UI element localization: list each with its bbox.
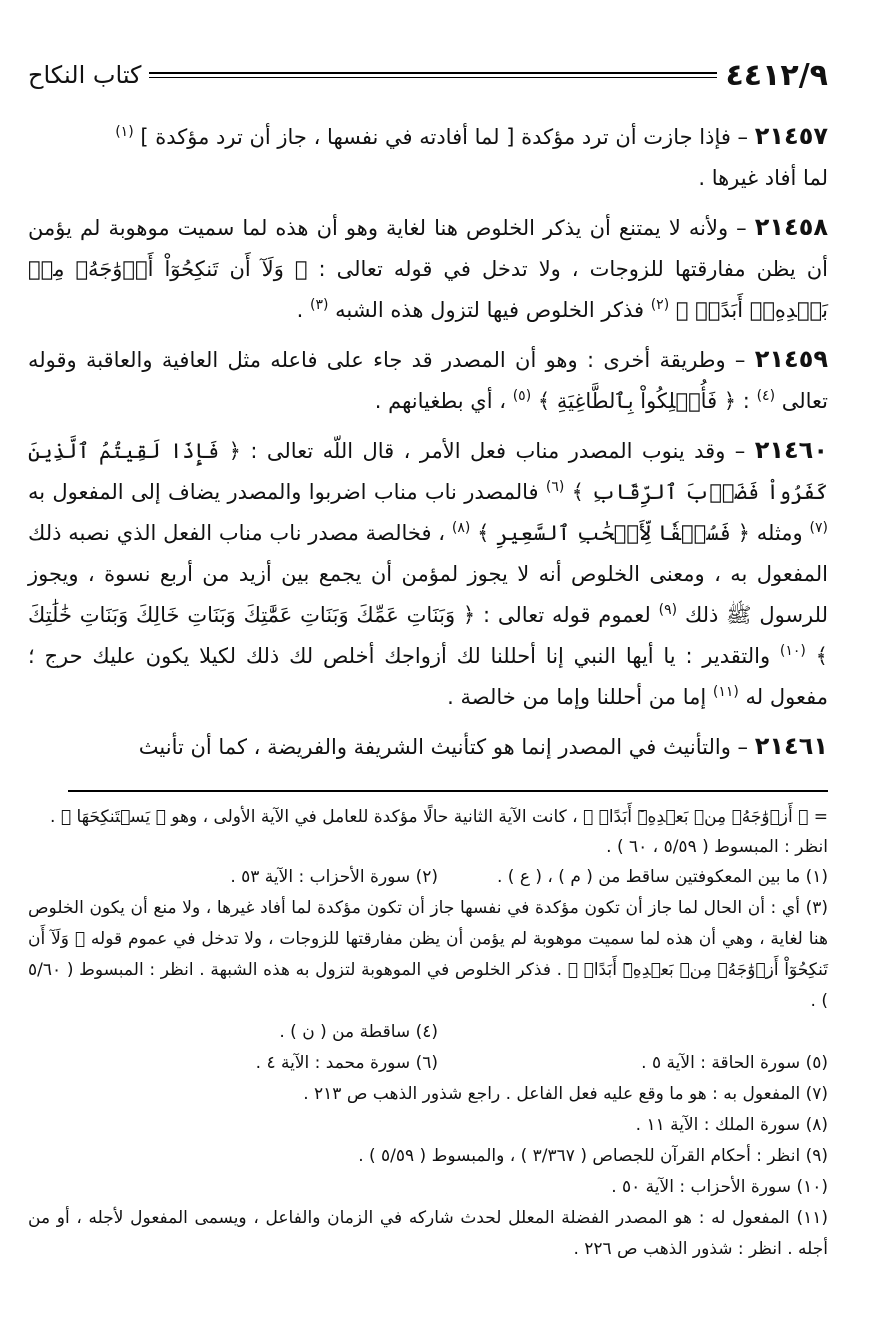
quran-verse: ﴿ وَبَنَاتِ عَمِّكَ وَبَنَاتِ عَمَّٰتِكَ وَبَنَاتِ خَالِكَ وَبَنَاتِ خَٰلَٰتِكَ ﴾ [28,603,828,668]
paragraph-21459 [28,339,828,422]
footnote-10: (١٠) سورة الأحزاب : الآية ٥٠ . [611,1177,828,1197]
footnote-3: (٣) أي : أن الحال لما جاز أن تكون مؤكدة في نفسها جاز أن تكون مؤكدة لما أفاد غيرها ، ولا منع أن يكون الخلوص هنا لغاية ، وهي أن هذه لما سميت موهوبة لم يؤمن أن يظن مفارقتها للزوجات ، ولا تدخل في عموم قوله ﴿ وَلَآ أَن تَنكِحُوٓاْ أَزۡوَٰجَهُۥ مِنۢ بَعۡدِهِۦٓ أَبَدًاۚ ﴾ . فذكر الخلوص في الموهوبة لتزول به هذه الشبهة . انظر : المبسوط ( ٥/٦٠ ) . [28,898,828,1011]
paragraph-number: ٢١٤٥٩ [754,345,828,373]
footnote-ref: (٢) [650,297,670,313]
book-page [28,50,828,1265]
footnote-spacer [438,1017,828,1048]
quran-verse: ﴿ وَلَآ أَن تَنكِحُوٓاْ أَزۡوَٰجَهُۥ مِنۢ بَعۡدِهِۦٓ أَبَدًاۚ ﴾ [28,257,828,322]
footnote-divider [68,790,828,792]
footnote-7: (٧) المفعول به : هو ما وقع عليه فعل الفاعل . راجع شذور الذهب ص ٢١٣ . [303,1084,828,1104]
footnote-ref: (٤) [756,388,776,404]
footnote-ref: (٧) [809,520,828,536]
paragraph-text: – وطريقة أخرى : وهو أن المصدر قد جاء على فاعله مثل العافية والعاقبة وقوله تعالى [28,348,828,413]
footnote-11: (١١) المفعول له : هو المصدر الفضلة المعلل لحدث شاركه في الزمان والفاعل ، ويسمى المفعول لأجله ، أو من أجله . انظر : شذور الذهب ص ٢٢٦ . [28,1208,828,1259]
footnote-ref: (١٠) [779,643,806,659]
footnote-4: (٤) ساقطة من ( ن ) . [279,1022,438,1042]
footnote-row [28,862,828,893]
paragraph-text-cont: ، فخالصة مصدر ناب مناب الفعل الذي نصبه ذلك المفعول به ، ومعنى الخلوص أنه لا يجوز لمؤمن أن يجمع بين أزيد من أربع نسوة ، ويجوز للرسول ﷺ ذلك [28,521,828,627]
quran-verse: ﴿ فَإِذَا لَقِيتُمُ ٱلَّذِينَ كَفَرُواْ فَضَرۡبَ ٱلرِّقَابِ ﴾ [28,439,828,504]
paragraph-text: – والتأنيث في المصدر إنما هو كتأنيث الشريفة والفريضة ، كما أن تأنيث [138,735,749,759]
paragraph-number: ٢١٤٥٧ [754,122,828,150]
header-rule [149,72,717,78]
book-title: كتاب النكاح [28,61,142,89]
footnote-row [28,1048,828,1079]
footnote-ref: (٨) [451,520,471,536]
paragraph-number: ٢١٤٥٨ [754,213,828,241]
paragraph-colon: : [742,389,750,413]
paragraph-number: ٢١٤٦١ [754,732,828,760]
footnote-9: (٩) انظر : أحكام القرآن للجصاص ( ٣/٣٦٧ ) ، والمبسوط ( ٥/٥٩ ) . [358,1146,828,1166]
paragraph-text: – ولأنه لا يمتنع أن يذكر الخلوص هنا لغاية وهو أن هذه لما سميت موهوبة لم يؤمن أن يظن مفارقتها للزوجات ، ولا تدخل في قوله تعالى : [28,216,828,281]
footnote-continuation: = ﴿ أَزۡوَٰجَهُۥ مِنۢ بَعۡدِهِۦٓ أَبَدًاۚ ﴾ ، كانت الآية الثانية حالًا مؤكدة للعامل في الآية الأولى ، وهو ﴿ يَسۡتَنكِحَهَا ﴾ . انظر : المبسوط ( ٥/٥٩ ، ٦٠ ) . [50,807,828,857]
paragraph-number: ٢١٤٦٠ [754,436,828,464]
paragraph-21458 [28,207,828,331]
footnote-ref: (١١) [712,684,739,700]
footnote-1: (١) ما بين المعكوفتين ساقط من ( م ) ، ( ع ) . [496,867,828,887]
footnote-ref: (٩) [658,602,678,618]
paragraph-text: – فإذا جازت أن ترد مؤكدة [ لما أفادته في نفسها ، جاز أن ترد مؤكدة ] [140,125,749,149]
paragraph-text-cont: لعموم قوله تعالى : [483,603,651,627]
footnote-ref: (٥) [512,388,532,404]
paragraph-text-cont: ، أي بطغيانهم . [374,389,506,413]
paragraph-end: . [296,298,304,322]
footnotes [28,802,828,1265]
footnote-5: (٥) سورة الحاقة : الآية ٥ . [641,1053,828,1073]
footnote-6: (٦) سورة محمد : الآية ٤ . [255,1053,438,1073]
paragraph-text-cont: فذكر الخلوص فيها لتزول هذه الشبه [335,298,645,322]
footnote-row [28,1017,828,1048]
footnote-ref: (٣) [310,297,329,313]
footnote-ref: (١) [115,124,134,140]
paragraph-text-cont: إما من أحللنا وإما من خالصة . [447,685,707,709]
paragraph-21457 [28,116,828,199]
footnote-ref: (٦) [545,479,565,495]
footnote-2: (٢) سورة الأحزاب : الآية ٥٣ . [230,867,438,887]
page-number: ٤٤١٢/٩ [725,57,828,93]
paragraph-text-cont: والتقدير : يا أيها النبي إنا أحللنا لك أزواجك أخلص لك ذلك لكيلا يكون عليك حرج ؛ مفعول له [28,644,828,709]
paragraph-text-cont: فالمصدر ناب مناب اضربوا والمصدر يضاف إلى المفعول به [28,480,539,504]
paragraph-text-cont: ومثله [756,521,803,545]
footnote-8: (٨) سورة الملك : الآية ١١ . [635,1115,828,1135]
quran-verse: ﴿ فَأُهۡلِكُواْ بِٱلطَّاغِيَةِ ﴾ [537,389,737,413]
quran-verse: ﴿ فَسُحۡقٗا لِّأَصۡحَٰبِ ٱلسَّعِيرِ ﴾ [477,521,750,545]
main-text [28,116,828,768]
paragraph-21460 [28,430,828,718]
page-header [28,50,828,100]
paragraph-21461 [28,726,828,768]
paragraph-text: – وقد ينوب المصدر مناب فعل الأمر ، قال اللّه تعالى : [250,439,746,463]
paragraph-text-cont: لما أفاد غيرها . [698,166,828,190]
